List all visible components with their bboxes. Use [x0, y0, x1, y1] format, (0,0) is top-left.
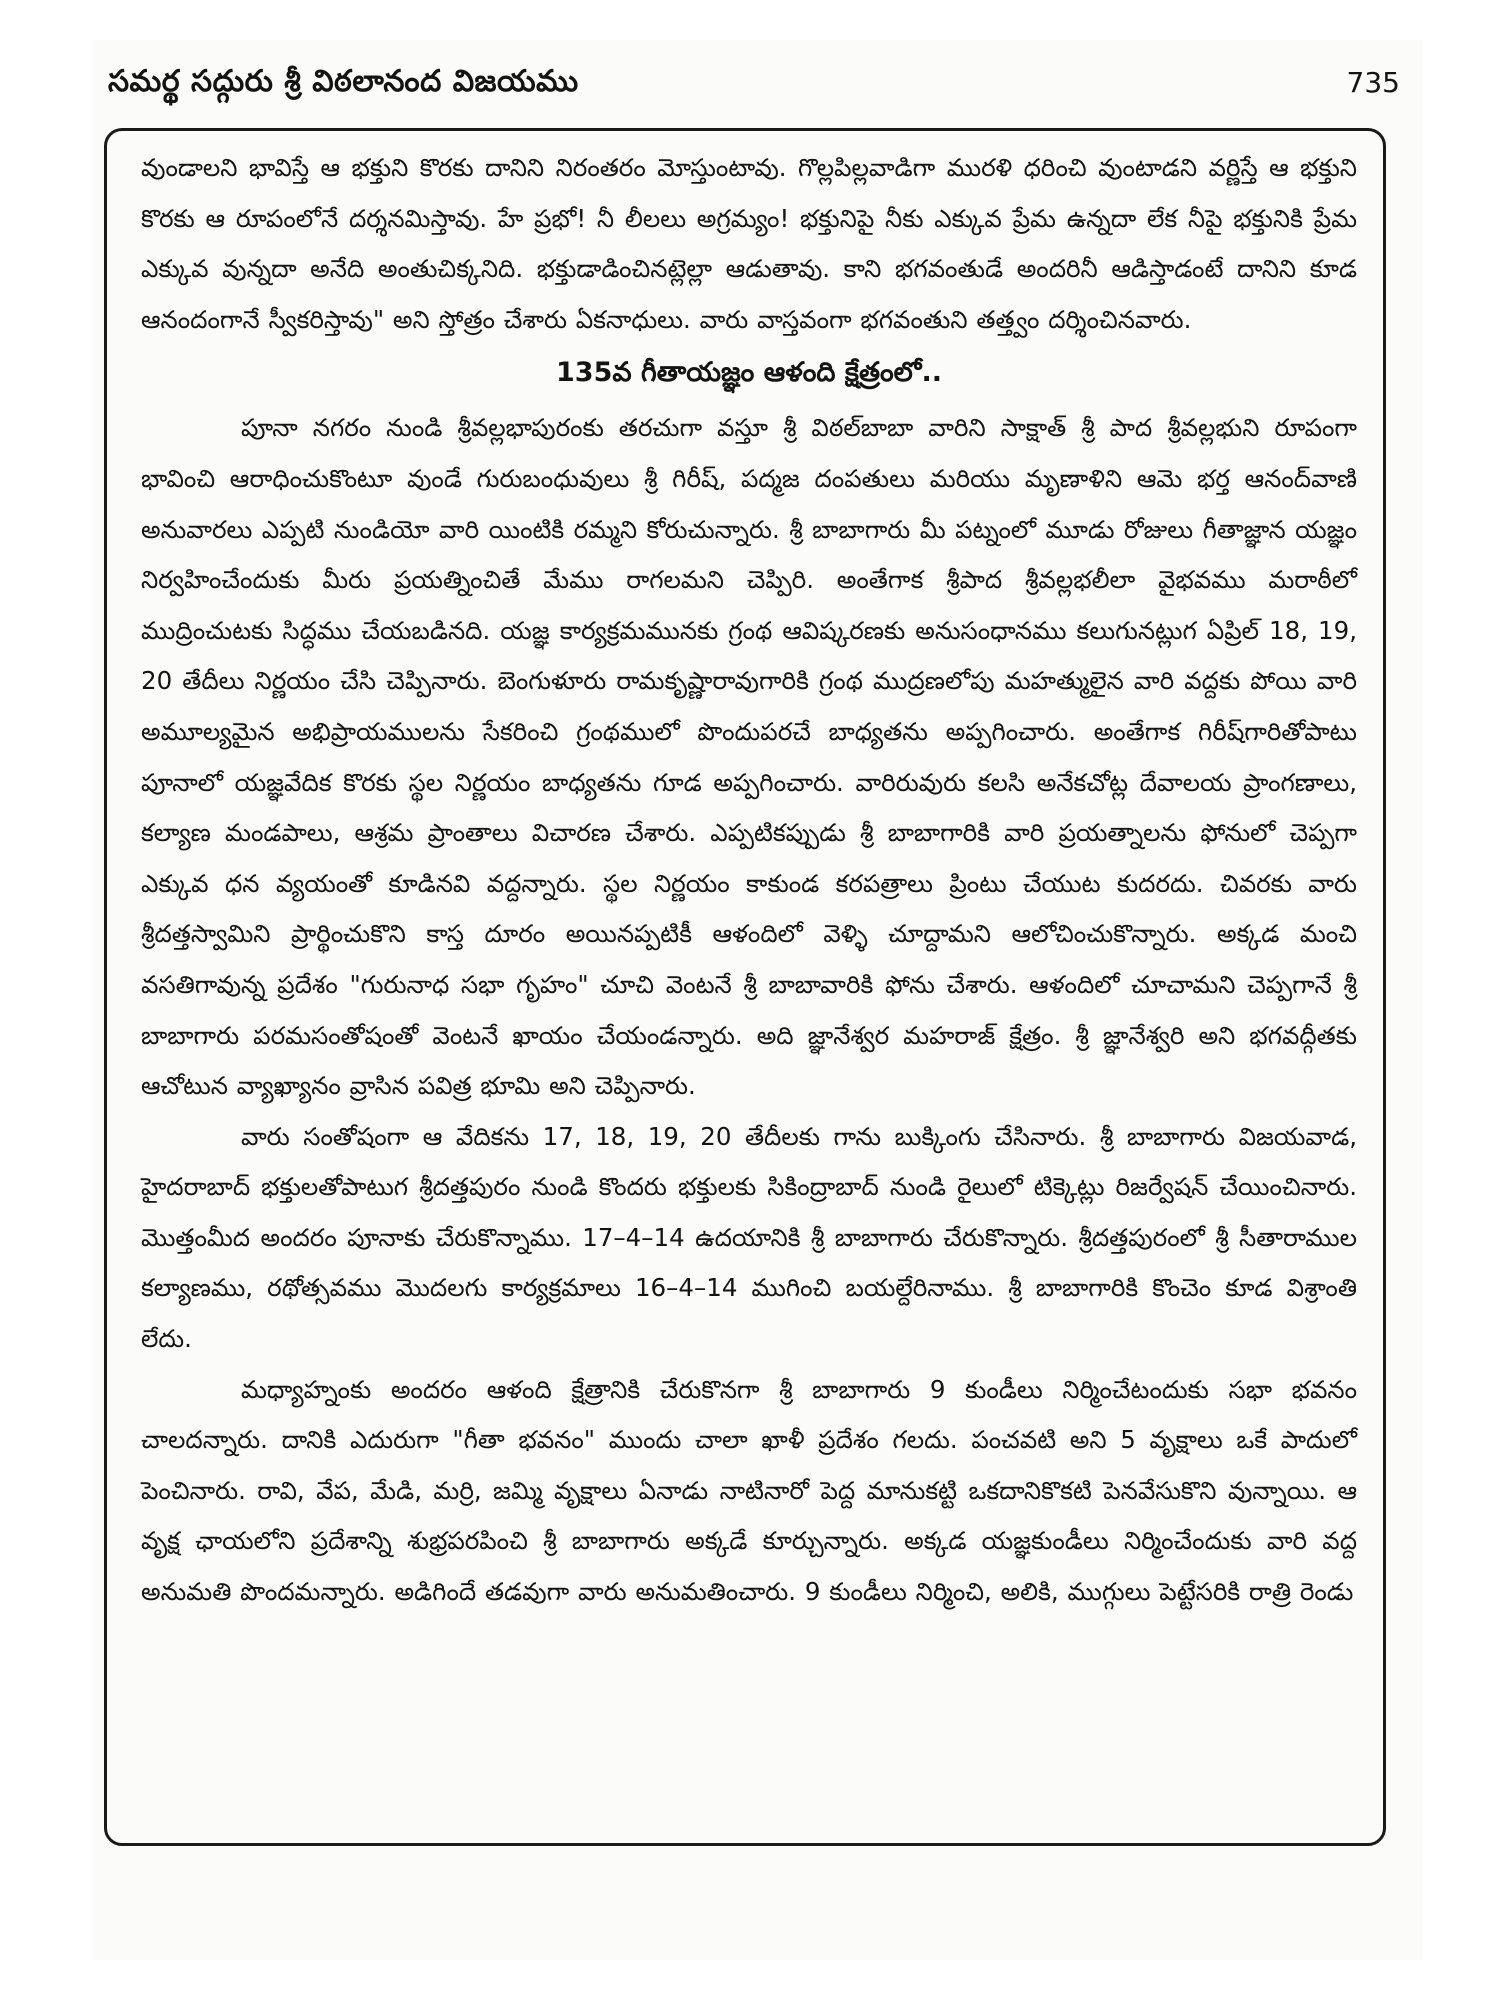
page-number: 735 — [1346, 66, 1400, 99]
text-frame — [104, 128, 1386, 1846]
paragraph-2: పూనా నగరం నుండి శ్రీవల్లభాపురంకు తరచుగా వస్తూ శ్రీ విఠల్‌బాబా వారిని సాక్షాత్ శ్రీ పాద శ్రీవల్లభుని రూపంగా భావించి ఆరాధించుకొంటూ వుండే గురుబంధువులు శ్రీ గిరీష్, పద్మజ దంపతులు మరియు మృణాళిని ఆమె భర్త ఆనంద్‌వాణి అనువారలు ఎప్పటి నుండియో వారి యింటికి రమ్మని కోరుచున్నారు. శ్రీ బాబాగారు మీ పట్నంలో మూడు రోజులు గీతాజ్ఞాన యజ్ఞం నిర్వహించేందుకు మీరు ప్రయత్నించితే మేము రాగలమని చెప్పిరి. అంతేగాక శ్రీపాద శ్రీవల్లభలీలా వైభవము మరాఠీలో ముద్రించుటకు సిద్ధము చేయబడినది. యజ్ఞ కార్యక్రమమునకు గ్రంథ ఆవిష్కరణకు అనుసంధానము కలుగునట్లుగ ఏప్రిల్ 18, 19, 20 తేదీలు నిర్ణయం చేసి చెప్పినారు. బెంగుళూరు రామకృష్ణారావుగారికి గ్రంథ ముద్రణలోపు మహత్ములైన వారి వద్దకు పోయి వారి అమూల్యమైన అభిప్రాయములను సేకరించి గ్రంథములో పొందుపరచే బాధ్యతను అప్పగించారు. అంతేగాక గిరీష్‌గారితోపాటు పూనాలో యజ్ఞవేదిక కొరకు స్థల నిర్ణయం బాధ్యతను గూడ అప్పగించారు. వారిరువురు కలసి అనేకచోట్ల దేవాలయ ప్రాంగణాలు, కల్యాణ మండపాలు, ఆశ్రమ ప్రాంతాలు విచారణ చేశారు. ఎప్పటికప్పుడు శ్రీ బాబాగారికి వారి ప్రయత్నాలను ఫోనులో చెప్పగా ఎక్కువ ధన వ్యయంతో కూడినవి వద్దన్నారు. స్థల నిర్ణయం కాకుండ కరపత్రాలు ప్రింటు చేయుట కుదరదు. చివరకు వారు శ్రీదత్తస్వామిని ప్రార్థించుకొని కాస్త దూరం అయినప్పటికీ ఆళందిలో వెళ్ళి చూద్దామని ఆలోచించుకొన్నారు. అక్కడ మంచి వసతిగావున్న ప్రదేశం "గురునాధ సభా గృహం" చూచి వెంటనే శ్రీ బాబావారికి ఫోను చేశారు. ఆళందిలో చూచామని చెప్పగానే శ్రీ బాబాగారు పరమసంతోషంతో వెంటనే ఖాయం చేయండన్నారు. అది జ్ఞానేశ్వర మహరాజ్ క్షేత్రం. శ్రీ జ్ఞానేశ్వరి అని భగవద్గీతకు ఆచోటున వ్యాఖ్యానం వ్రాసిన పవిత్ర భూమి అని చెప్పినారు. — [141, 413, 1357, 1101]
paragraph-3: వారు సంతోషంగా ఆ వేదికను 17, 18, 19, 20 తేదీలకు గాను బుక్కింగు చేసినారు. శ్రీ బాబాగారు విజయవాడ, హైదరాబాద్ భక్తులతోపాటుగ శ్రీదత్తపురం నుండి కొందరు భక్తులకు సికింద్రాబాద్ నుండి రైలులో టిక్కెట్లు రిజర్వేషన్ చేయించినారు. మొత్తంమీద అందరం పూనాకు చేరుకొన్నాము. 17–4–14 ఉదయానికి శ్రీ బాబాగారు చేరుకొన్నారు. శ్రీదత్తపురంలో శ్రీ సీతారాముల కల్యాణము, రథోత్సవము మొదలగు కార్యక్రమాలు 16–4–14 ముగించి బయల్దేరినాము. శ్రీ బాబాగారికి కొంచెం కూడ విశ్రాంతి లేదు. — [141, 1121, 1358, 1354]
paragraph-1: వుండాలని భావిస్తే ఆ భక్తుని కొరకు దానిని నిరంతరం మోస్తుంటావు. గొల్లపిల్లవాడిగా మురళి ధరించి వుంటాడని వర్ణిస్తే ఆ భక్తుని కొరకు ఆ రూపంలోనే దర్శనమిస్తావు. హే ప్రభో! నీ లీలలు అగ్రమ్యం! భక్తునిపై నీకు ఎక్కువ ప్రేమ ఉన్నదా లేక నీపై భక్తునికి ప్రేమ ఎక్కువ వున్నదా అనేది అంతుచిక్కనిది. భక్తుడాడించినట్లెల్లా ఆడుతావు. కాని భగవంతుడే అందరినీ ఆడిస్తాడంటే దానిని కూడ ఆనందంగానే స్వీకరిస్తావు" అని స్తోత్రం చేశారు ఏకనాధులు. వారు వాస్తవంగా భగవంతుని తత్త్వం దర్శించినవారు. — [141, 153, 1357, 334]
section-heading: 135వ గీతాయజ్ఞం ఆళంది క్షేత్రంలో.. — [556, 357, 942, 389]
running-title: సమర్థ సద్గురు శ్రీ విఠలానంద విజయము — [108, 64, 579, 99]
paragraph-4: మధ్యాహ్నంకు అందరం ఆళంది క్షేత్రానికి చేరుకొనగా శ్రీ బాబాగారు 9 కుండీలు నిర్మించేటందుకు సభా భవనం చాలదన్నారు. దానికి ఎదురుగా "గీతా భవనం" ముందు చాలా ఖాళీ ప్రదేశం గలదు. పంచవటి అని 5 వృక్షాలు ఒకే పాదులో పెంచినారు. రావి, వేప, మేడి, మర్రి, జమ్మి వృక్షాలు ఏనాడు నాటినారో పెద్ద మానుకట్టి ఒకదానికొకటి పెనవేసుకొని వున్నాయి. ఆ వృక్ష ఛాయలోని ప్రదేశాన్ని శుభ్రపరపించి శ్రీ బాబాగారు అక్కడే కూర్చున్నారు. అక్కడ యజ్ఞకుండీలు నిర్మించేందుకు వారి వద్ద అనుమతి పొందమన్నారు. అడిగిందే తడవుగా వారు అనుమతించారు. 9 కుండీలు నిర్మించి, అలికి, ముగ్గులు పెట్టేసరికి రాత్రి రెండు — [141, 1374, 1357, 1607]
